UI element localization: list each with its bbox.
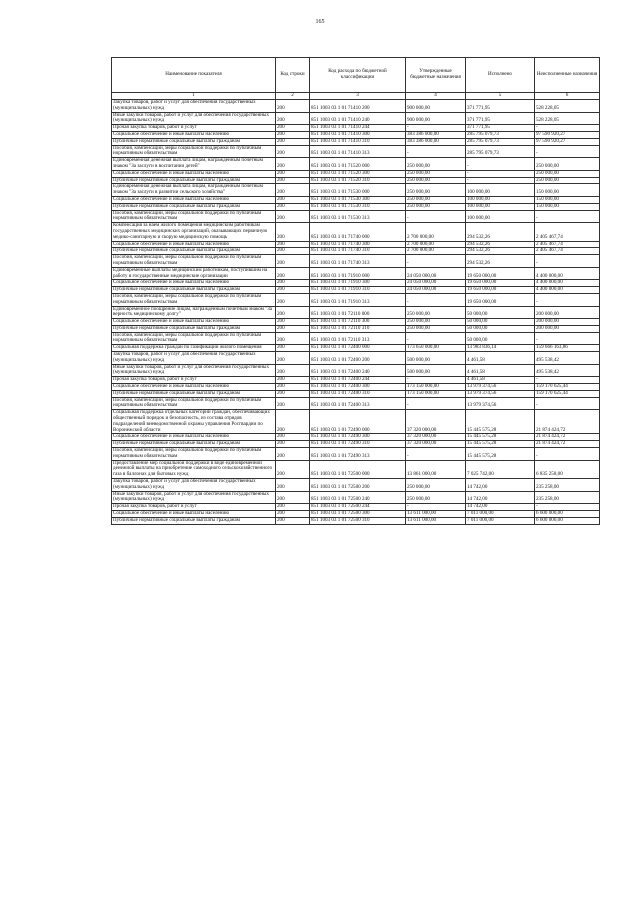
row-remaining-amount: 6 600 000,00 [535,511,600,518]
row-budget-code: 851 1003 03 1 01 72110 000 [310,306,406,319]
row-approved-amount: 250 000,00 [406,491,466,504]
row-remaining-amount: 200 000,00 [535,319,600,326]
row-approved-amount: 2 700 000,00 [406,223,466,241]
row-approved-amount: 250 000,00 [406,170,466,177]
row-remaining-amount: 97 590 920,27 [535,131,600,138]
row-code: 200 [276,203,310,210]
table-row [112,517,600,524]
row-budget-code: 851 1003 03 1 01 71520 310 [310,177,406,184]
row-approved-amount: 2 700 000,00 [406,241,466,248]
row-remaining-amount: - [535,377,600,384]
row-approved-amount: - [406,377,466,384]
column-number: 4 [406,93,466,100]
column-number: 6 [535,93,600,100]
column-number: 1 [112,93,276,100]
row-executed-amount: 285 795 079,73 [466,145,535,158]
row-code: 200 [276,145,310,158]
row-budget-code: 851 1003 03 1 01 72490 000 [310,410,406,434]
row-remaining-amount: - [535,332,600,345]
row-indicator-name: Прочая закупка товаров, работ и услуг [112,125,276,132]
row-code: 200 [276,434,310,441]
row-code: 200 [276,287,310,294]
row-approved-amount: 37 320 000,00 [406,410,466,434]
row-code: 200 [276,441,310,448]
row-code: 200 [276,184,310,197]
table-row [112,410,600,434]
row-executed-amount: 4 461,58 [466,364,535,377]
row-indicator-name: Иные закупки товаров, работ и услуг для обеспечения государственных (муниципальных) нужд [112,491,276,504]
row-budget-code: 851 1003 03 1 01 72490 310 [310,441,406,448]
row-approved-amount: 24 050 000,00 [406,280,466,287]
row-indicator-name: Пособия, компенсации, меры социальной поддержки по публичным нормативным обязательствам [112,145,276,158]
row-code: 200 [276,223,310,241]
row-indicator-name: Социальное обеспечение и иные выплаты населению [112,434,276,441]
row-executed-amount: 13 979 374,56 [466,397,535,410]
table-row [112,352,600,365]
row-indicator-name: Публичные нормативные социальные выплаты гражданам [112,177,276,184]
row-budget-code: 851 1003 03 1 01 71910 300 [310,280,406,287]
row-executed-amount: 7 011 000,00 [466,511,535,518]
row-indicator-name: Публичные нормативные социальные выплаты гражданам [112,517,276,524]
row-executed-amount: 4 461,58 [466,352,535,365]
row-remaining-amount: 2 405 467,74 [535,223,600,241]
row-indicator-name: Социальная поддержка отдельных категорий граждан, обеспечивающих общественный порядок и безопасность, из состава отрядов подразделений вневедомственной охраны управления Росгвардии по Воронежской области [112,410,276,434]
row-executed-amount: 371 771,95 [466,100,535,113]
row-indicator-name: Социальное обеспечение и иные выплаты населению [112,280,276,287]
row-budget-code: 851 1003 03 1 01 71530 310 [310,203,406,210]
row-remaining-amount: - [535,504,600,511]
row-budget-code: 851 1003 03 1 01 71530 000 [310,184,406,197]
row-executed-amount: 294 532,26 [466,248,535,255]
row-indicator-name: Социальное обеспечение и иные выплаты населению [112,384,276,391]
row-indicator-name: Публичные нормативные социальные выплаты гражданам [112,203,276,210]
row-approved-amount: - [406,448,466,461]
row-approved-amount: 250 000,00 [406,325,466,332]
row-remaining-amount: 21 874 424,72 [535,441,600,448]
row-budget-code: 851 1003 03 1 01 71740 000 [310,223,406,241]
row-executed-amount: 19 650 000,00 [466,267,535,280]
row-indicator-name: Иные закупки товаров, работ и услуг для обеспечения государственных (муниципальных) нужд [112,364,276,377]
row-remaining-amount: - [535,293,600,306]
row-remaining-amount: 21 874 424,72 [535,434,600,441]
row-remaining-amount: 21 874 424,72 [535,410,600,434]
row-remaining-amount: - [535,255,600,268]
row-code: 200 [276,332,310,345]
row-budget-code: 851 1003 03 1 01 71910 310 [310,287,406,294]
row-code: 200 [276,100,310,113]
row-approved-amount: 2 700 000,00 [406,248,466,255]
row-approved-amount: 13 861 000,00 [406,460,466,478]
row-indicator-name: Пособия, компенсации, меры социальной поддержки по публичным нормативным обязательствам [112,293,276,306]
row-budget-code: 851 1003 03 1 01 72400 200 [310,352,406,365]
row-approved-amount: - [406,125,466,132]
table-row [112,184,600,197]
column-number: 3 [310,93,406,100]
row-code: 200 [276,479,310,492]
row-executed-amount: 371 771,95 [466,125,535,132]
row-approved-amount: - [406,255,466,268]
row-approved-amount: - [406,504,466,511]
row-code: 200 [276,306,310,319]
row-code: 200 [276,177,310,184]
row-code: 200 [276,325,310,332]
row-executed-amount: 19 650 000,00 [466,293,535,306]
table-row [112,448,600,461]
row-budget-code: 851 1003 03 1 01 71520 000 [310,158,406,171]
row-indicator-name: Пособия, компенсации, меры социальной поддержки по публичным нормативным обязательствам [112,397,276,410]
table-row [112,306,600,319]
table-row [112,267,600,280]
row-approved-amount: 500 000,00 [406,364,466,377]
table-row [112,364,600,377]
header-remaining: Неисполненные назначения [535,58,600,93]
row-executed-amount: 15 445 575,28 [466,434,535,441]
row-budget-code: 851 1003 03 1 01 71410 244 [310,125,406,132]
row-remaining-amount: 159 170 625,44 [535,384,600,391]
row-approved-amount: 37 320 000,00 [406,434,466,441]
row-indicator-name: Единовременная денежная выплата лицам, награжденным почетным знаком "За заслуги в воспитании детей" [112,158,276,171]
row-indicator-name: Пособия, компенсации, меры социальной поддержки по публичным нормативным обязательствам [112,332,276,345]
table-row [112,100,600,113]
row-remaining-amount: 2 405 467,74 [535,248,600,255]
row-remaining-amount: 2 405 467,74 [535,241,600,248]
row-remaining-amount: 6 600 000,00 [535,517,600,524]
column-number: 5 [466,93,535,100]
row-approved-amount: 250 000,00 [406,184,466,197]
row-code: 200 [276,112,310,125]
row-approved-amount: 173 150 000,00 [406,390,466,397]
row-remaining-amount: - [535,397,600,410]
row-code: 200 [276,364,310,377]
row-indicator-name: Пособия, компенсации, меры социальной поддержки по публичным нормативным обязательствам [112,448,276,461]
row-indicator-name: Иные закупки товаров, работ и услуг для обеспечения государственных (муниципальных) нужд [112,112,276,125]
row-approved-amount: 173 650 000,00 [406,345,466,352]
row-executed-amount: 100 000,00 [466,196,535,203]
row-approved-amount: 13 611 000,00 [406,517,466,524]
row-code: 200 [276,196,310,203]
row-executed-amount: 19 650 000,00 [466,280,535,287]
row-budget-code: 851 1003 03 1 01 72110 300 [310,319,406,326]
row-approved-amount: 250 000,00 [406,158,466,171]
header-row-code: Код строки [276,58,310,93]
row-remaining-amount: 150 000,00 [535,196,600,203]
row-approved-amount: 250 000,00 [406,479,466,492]
row-budget-code: 851 1003 03 1 01 71530 313 [310,210,406,223]
row-executed-amount: 13 983 836,14 [466,345,535,352]
row-code: 200 [276,397,310,410]
row-approved-amount: 900 000,00 [406,100,466,113]
row-indicator-name: Публичные нормативные социальные выплаты гражданам [112,325,276,332]
row-budget-code: 851 1003 03 1 01 72500 300 [310,511,406,518]
row-remaining-amount: 495 538,42 [535,364,600,377]
row-remaining-amount: 200 000,00 [535,325,600,332]
row-executed-amount: 15 445 575,28 [466,448,535,461]
row-executed-amount: 100 000,00 [466,210,535,223]
row-budget-code: 851 1003 03 1 01 72500 244 [310,504,406,511]
row-code: 200 [276,210,310,223]
row-budget-code: 851 1003 03 1 01 72500 240 [310,491,406,504]
row-remaining-amount: 159 170 625,44 [535,390,600,397]
table-row [112,112,600,125]
row-approved-amount: 250 000,00 [406,203,466,210]
row-indicator-name: Социальная поддержка граждан по газификации жилого помещения [112,345,276,352]
row-budget-code: 851 1003 03 1 01 72400 244 [310,377,406,384]
row-budget-code: 851 1003 03 1 01 71410 240 [310,112,406,125]
row-remaining-amount: 4 400 000,00 [535,280,600,287]
row-approved-amount: - [406,210,466,223]
row-executed-amount: - [466,177,535,184]
row-executed-amount: 50 000,00 [466,325,535,332]
row-budget-code: 851 1003 03 1 01 72500 000 [310,460,406,478]
row-approved-amount: 13 611 000,00 [406,511,466,518]
row-executed-amount: 50 000,00 [466,306,535,319]
table-row [112,491,600,504]
row-code: 200 [276,267,310,280]
row-code: 200 [276,390,310,397]
row-indicator-name: Прочая закупка товаров, работ и услуг [112,377,276,384]
table-row [112,223,600,241]
row-remaining-amount: 528 228,05 [535,100,600,113]
row-code: 200 [276,125,310,132]
row-budget-code: 851 1003 03 1 01 71740 300 [310,241,406,248]
table-row [112,397,600,410]
row-code: 200 [276,293,310,306]
row-indicator-name: Предоставление мер социальной поддержки в виде единовременной денежной выплаты на приобретение самоходного сельскохозяйственного газа в баллонах для бытовых нужд [112,460,276,478]
table-row [112,332,600,345]
row-code: 200 [276,410,310,434]
header-executed: Исполнено [466,58,535,93]
table-row [112,293,600,306]
row-remaining-amount: 250 000,00 [535,158,600,171]
row-approved-amount: 173 150 000,00 [406,384,466,391]
row-approved-amount: - [406,145,466,158]
table-row [112,479,600,492]
row-indicator-name: Социальное обеспечение и иные выплаты населению [112,319,276,326]
table-row [112,158,600,171]
row-code: 200 [276,158,310,171]
row-executed-amount: 4 461,58 [466,377,535,384]
row-budget-code: 851 1003 03 1 01 71410 200 [310,100,406,113]
row-indicator-name: Публичные нормативные социальные выплаты гражданам [112,390,276,397]
row-approved-amount: 24 050 000,00 [406,267,466,280]
row-approved-amount: 383 386 000,00 [406,138,466,145]
row-budget-code: 851 1003 03 1 01 72400 313 [310,397,406,410]
row-budget-code: 851 1003 03 1 01 72490 300 [310,434,406,441]
page-number: 165 [315,19,325,25]
row-indicator-name: Закупка товаров, работ и услуг для обеспечения государственных (муниципальных) нужд [112,100,276,113]
row-approved-amount: 250 000,00 [406,177,466,184]
row-executed-amount: 285 795 079,73 [466,138,535,145]
row-code: 200 [276,448,310,461]
row-indicator-name: Социальное обеспечение и иные выплаты населению [112,241,276,248]
row-budget-code: 851 1003 03 1 01 72110 310 [310,325,406,332]
row-approved-amount: - [406,332,466,345]
table-row [112,255,600,268]
row-indicator-name: Публичные нормативные социальные выплаты гражданам [112,248,276,255]
row-indicator-name: Единовременная денежная выплата лицам, награжденным почетным знаком "За заслуги в развитии сельского хозяйства" [112,184,276,197]
row-code: 200 [276,352,310,365]
row-remaining-amount: 495 538,42 [535,352,600,365]
row-executed-amount: 14 742,00 [466,491,535,504]
row-code: 200 [276,170,310,177]
row-executed-amount: 13 979 374,56 [466,390,535,397]
row-code: 200 [276,319,310,326]
table-row [112,460,600,478]
row-remaining-amount: 250 000,00 [535,177,600,184]
row-code: 200 [276,491,310,504]
table-row [112,210,600,223]
row-remaining-amount: 528 228,05 [535,112,600,125]
row-executed-amount: 100 000,00 [466,184,535,197]
row-executed-amount: 100 000,00 [466,203,535,210]
row-executed-amount: 294 532,26 [466,241,535,248]
row-executed-amount: - [466,158,535,171]
row-indicator-name: Компенсация за наем жилого помещения медицинским работникам государственных медицинских организаций, оказывающих первичную медико-санитарную и скорую медицинскую помощь [112,223,276,241]
row-code: 200 [276,131,310,138]
column-number: 2 [276,93,310,100]
row-approved-amount: 24 050 000,00 [406,287,466,294]
header-approved: Утвержденные бюджетные назначения [406,58,466,93]
row-executed-amount: 294 532,26 [466,223,535,241]
row-budget-code: 851 1003 03 1 01 71530 300 [310,196,406,203]
row-indicator-name: Социальное обеспечение и иные выплаты населению [112,196,276,203]
row-approved-amount: 900 000,00 [406,112,466,125]
row-indicator-name: Закупка товаров, работ и услуг для обеспечения государственных (муниципальных) нужд [112,479,276,492]
row-code: 200 [276,504,310,511]
row-approved-amount: 250 000,00 [406,306,466,319]
row-indicator-name: Единовременное поощрение лицам, награжденным почетным знаком "За верность медицинскому долгу" [112,306,276,319]
row-executed-amount: 7 011 000,00 [466,517,535,524]
row-code: 200 [276,138,310,145]
row-approved-amount: - [406,397,466,410]
row-code: 200 [276,377,310,384]
row-budget-code: 851 1003 03 1 01 72110 313 [310,332,406,345]
row-executed-amount: 15 445 575,28 [466,410,535,434]
row-remaining-amount: 200 000,00 [535,306,600,319]
row-remaining-amount: - [535,125,600,132]
row-indicator-name: Публичные нормативные социальные выплаты гражданам [112,287,276,294]
row-budget-code: 851 1003 03 1 01 72500 310 [310,517,406,524]
row-code: 200 [276,248,310,255]
row-code: 200 [276,241,310,248]
row-executed-amount: 13 979 374,56 [466,384,535,391]
row-approved-amount: 37 320 000,00 [406,441,466,448]
row-approved-amount: - [406,293,466,306]
row-code: 200 [276,255,310,268]
row-remaining-amount: 235 258,00 [535,491,600,504]
row-indicator-name: Пособия, компенсации, меры социальной поддержки по публичным нормативным обязательствам [112,255,276,268]
row-remaining-amount: - [535,210,600,223]
budget-execution-table [111,57,600,525]
row-approved-amount: 383 386 000,00 [406,131,466,138]
row-budget-code: 851 1003 03 1 01 72400 310 [310,390,406,397]
row-executed-amount: 371 771,95 [466,112,535,125]
row-indicator-name: Прочая закупка товаров, работ и услуг [112,504,276,511]
row-budget-code: 851 1003 03 1 01 71410 300 [310,131,406,138]
row-executed-amount: 285 795 079,73 [466,131,535,138]
row-code: 200 [276,460,310,478]
row-indicator-name: Публичные нормативные социальные выплаты гражданам [112,441,276,448]
row-code: 200 [276,517,310,524]
row-remaining-amount: 150 000,00 [535,203,600,210]
row-code: 200 [276,345,310,352]
header-budget-code: Код расхода по бюджетной классификации [310,58,406,93]
header-indicator-name: Наименование показателя [112,58,276,93]
row-indicator-name: Социальное обеспечение и иные выплаты населению [112,511,276,518]
row-remaining-amount: 6 835 258,00 [535,460,600,478]
row-budget-code: 851 1003 03 1 01 72500 200 [310,479,406,492]
row-indicator-name: Единовременные выплаты медицинским работникам, поступившим на работу в государственные медицинские организации [112,267,276,280]
row-budget-code: 851 1003 03 1 01 72400 240 [310,364,406,377]
row-remaining-amount: 97 590 920,27 [535,138,600,145]
row-executed-amount: 7 025 742,00 [466,460,535,478]
row-budget-code: 851 1003 03 1 01 71520 300 [310,170,406,177]
row-indicator-name: Социальное обеспечение и иные выплаты населению [112,170,276,177]
row-code: 200 [276,280,310,287]
row-executed-amount: 15 445 575,28 [466,441,535,448]
row-code: 200 [276,511,310,518]
row-executed-amount: 19 650 000,00 [466,287,535,294]
row-budget-code: 851 1003 03 1 01 71410 310 [310,138,406,145]
row-remaining-amount: - [535,145,600,158]
row-executed-amount: - [466,170,535,177]
row-approved-amount: 500 000,00 [406,352,466,365]
row-budget-code: 851 1003 03 1 01 71740 313 [310,255,406,268]
table-body [112,100,600,525]
row-remaining-amount: 150 000,00 [535,184,600,197]
row-executed-amount: 14 742,00 [466,479,535,492]
row-remaining-amount: 235 258,00 [535,479,600,492]
row-executed-amount: 294 532,26 [466,255,535,268]
row-budget-code: 851 1003 03 1 01 72400 000 [310,345,406,352]
row-budget-code: 851 1003 03 1 01 71410 313 [310,145,406,158]
table-header-row [112,58,600,93]
row-approved-amount: 250 000,00 [406,319,466,326]
row-indicator-name: Публичные нормативные социальные выплаты гражданам [112,138,276,145]
row-remaining-amount: 250 000,00 [535,170,600,177]
row-remaining-amount: 4 400 000,00 [535,267,600,280]
row-budget-code: 851 1003 03 1 01 71910 313 [310,293,406,306]
row-budget-code: 851 1003 03 1 01 72490 313 [310,448,406,461]
row-remaining-amount: 4 400 000,00 [535,287,600,294]
row-budget-code: 851 1003 03 1 01 72400 300 [310,384,406,391]
row-executed-amount: 14 742,00 [466,504,535,511]
row-executed-amount: 50 000,00 [466,319,535,326]
row-indicator-name: Пособия, компенсации, меры социальной поддержки по публичным нормативным обязательствам [112,210,276,223]
row-indicator-name: Закупка товаров, работ и услуг для обеспечения государственных (муниципальных) нужд [112,352,276,365]
row-budget-code: 851 1003 03 1 01 71910 000 [310,267,406,280]
row-remaining-amount: 159 666 163,86 [535,345,600,352]
row-budget-code: 851 1003 03 1 01 71740 310 [310,248,406,255]
row-code: 200 [276,384,310,391]
row-indicator-name: Социальное обеспечение и иные выплаты населению [112,131,276,138]
row-approved-amount: 250 000,00 [406,196,466,203]
row-executed-amount: 50 000,00 [466,332,535,345]
row-remaining-amount: - [535,448,600,461]
table-row [112,145,600,158]
